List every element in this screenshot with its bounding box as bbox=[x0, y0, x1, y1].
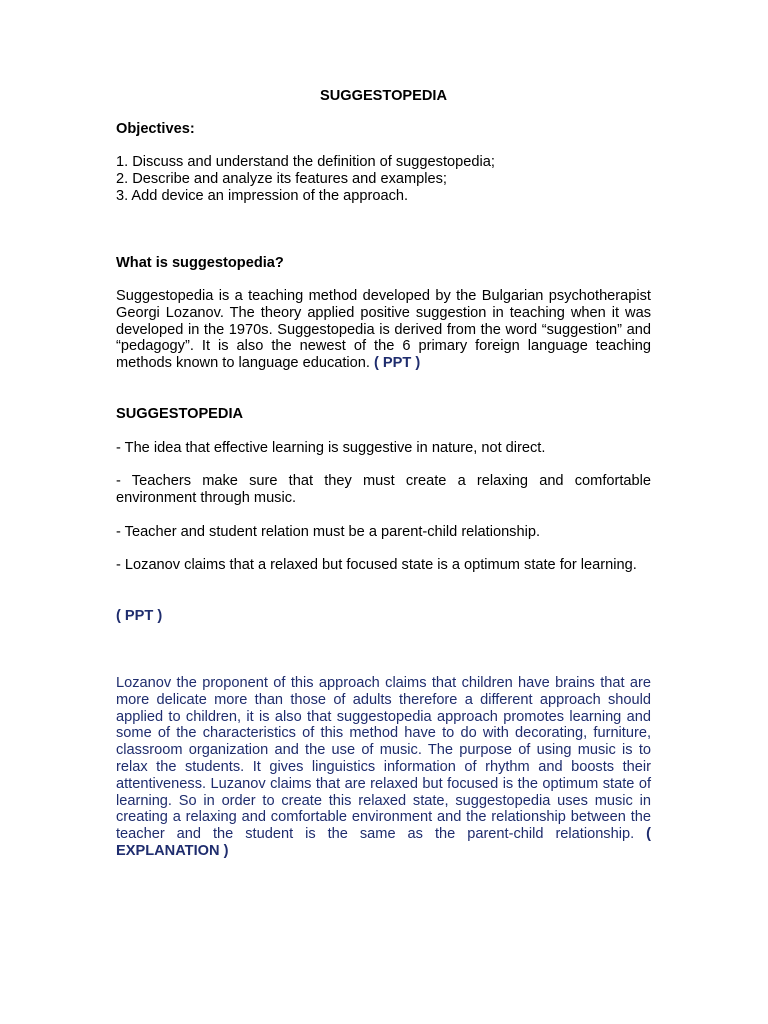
explanation-text: Lozanov the proponent of this approach claims that children have brains that are more delicate more than those of adults therefore a different approach should applied to children, it is also that suggestopedia approach promotes learning and some of the characteristics of this method have to do with decorating, furniture, classroom organization and the use of music. The purpose of using music is to relax the students. It gives linguistics information of rhythm and boosts their attentiveness. Luzanov claims that are relaxed but focused is the optimum state of learning. So in order to create this relaxed state, suggestopedia uses music in creating a relaxing and comfortable environment and the relationship between the teacher and the student is the same as the parent-child relationship. bbox=[116, 675, 651, 843]
bullet-item: - Teacher and student relation must be a parent-child relationship. bbox=[116, 524, 541, 540]
objectives-list bbox=[116, 154, 651, 204]
what-is-text: Suggestopedia is a teaching method developed by the Bulgarian psychotherapist Georgi Lozanov. The theory applied positive suggestion in teaching when it was developed in the 1970s. Suggestopedia is derived from the word “suggestion” and “pedagogy”. It is also the newest of the 6 primary foreign language teaching methods known to language education. bbox=[116, 288, 651, 372]
what-is-paragraph bbox=[116, 288, 651, 372]
bullet-item: - Teachers make sure that they must create a relaxing and comfortable environment through music. bbox=[116, 473, 651, 506]
explanation-paragraph bbox=[116, 675, 651, 860]
section-heading: SUGGESTOPEDIA bbox=[116, 406, 244, 422]
explanation-tag: ( EXPLANATION ) bbox=[116, 826, 651, 859]
ppt-tag: ( PPT ) bbox=[116, 608, 163, 624]
objective-item: 3. Add device an impression of the approach. bbox=[116, 187, 409, 204]
objective-item: 1. Discuss and understand the definition of suggestopedia; bbox=[116, 154, 495, 170]
ppt-tag: ( PPT ) bbox=[374, 355, 421, 372]
objective-item: 2. Describe and analyze its features and examples; bbox=[116, 170, 447, 187]
objectives-heading: Objectives: bbox=[116, 121, 195, 137]
bullet-item: - Lozanov claims that a relaxed but focused state is a optimum state for learning. bbox=[116, 557, 637, 573]
bullet-item: - The idea that effective learning is suggestive in nature, not direct. bbox=[116, 440, 546, 456]
page-title: SUGGESTOPEDIA bbox=[319, 88, 448, 104]
what-is-heading: What is suggestopedia? bbox=[116, 255, 284, 271]
